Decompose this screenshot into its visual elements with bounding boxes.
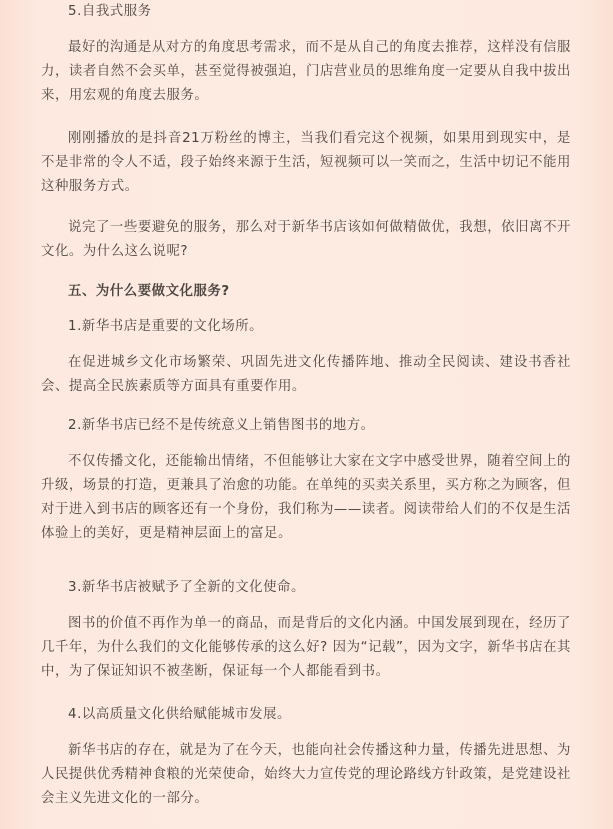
heading-self-service: 5.自我式服务: [68, 4, 152, 19]
paragraph-communication: 最好的沟通是从对方的角度思考需求，而不是从自己的角度去推荐，这样没有信服力，读者自然不会买单，甚至觉得被强迫，门店营业员的思维角度一定要从自我中拔出来，用宏观的角度去服务。: [41, 40, 571, 103]
paragraph-avoid-services: 说完了一些要避免的服务，那么对于新华书店该如何做精做优，我想，依旧离不开文化。为什么这么说呢?: [41, 220, 571, 259]
subheading-city-development: 4.以高质量文化供给赋能城市发展。: [68, 707, 291, 722]
subheading-cultural-venue: 1.新华书店是重要的文化场所。: [68, 319, 264, 334]
subheading-cultural-mission: 3.新华书店被赋予了全新的文化使命。: [68, 580, 305, 595]
paragraph-cultural-venue: 在促进城乡文化市场繁荣、巩固先进文化传播阵地、推动全民阅读、建设书香社会、提高全民族素质等方面具有重要作用。: [41, 355, 571, 394]
paragraph-douyin-video: 刚刚播放的是抖音21万粉丝的博主，当我们看完这个视频，如果用到现实中，是不是非常的令人不适，段子始终来源于生活，短视频可以一笑而之，生活中切记不能用这种服务方式。: [41, 131, 571, 194]
paragraph-not-traditional: 不仅传播文化，还能输出情绪，不但能够让大家在文字中感受世界，随着空间上的升级，场景的打造，更兼具了治愈的功能。在单纯的买卖关系里，买方称之为顾客，但对于进入到书店的顾客还有一个身份，我们称为——读者。阅读带给人们的不仅是生活体验上的美好，更是精神层面上的富足。: [41, 454, 571, 541]
paragraph-city-development: 新华书店的存在，就是为了在今天，也能向社会传播这种力量，传播先进思想、为人民提供优秀精神食粮的光荣使命，始终大力宣传党的理论路线方针政策，是党建设社会主义先进文化的一部分。: [41, 743, 571, 806]
subheading-not-traditional: 2.新华书店已经不是传统意义上销售图书的地方。: [68, 418, 375, 433]
paragraph-cultural-mission: 图书的价值不再作为单一的商品，而是背后的文化内涵。中国发展到现在，经历了几千年，为什么我们的文化能够传承的这么好? 因为“记载”，因为文字，新华书店在其中，为了保证知识不被垄断，保证每一个人都能看到书。: [41, 616, 571, 679]
section-heading-why-culture: 五、为什么要做文化服务?: [68, 284, 230, 299]
